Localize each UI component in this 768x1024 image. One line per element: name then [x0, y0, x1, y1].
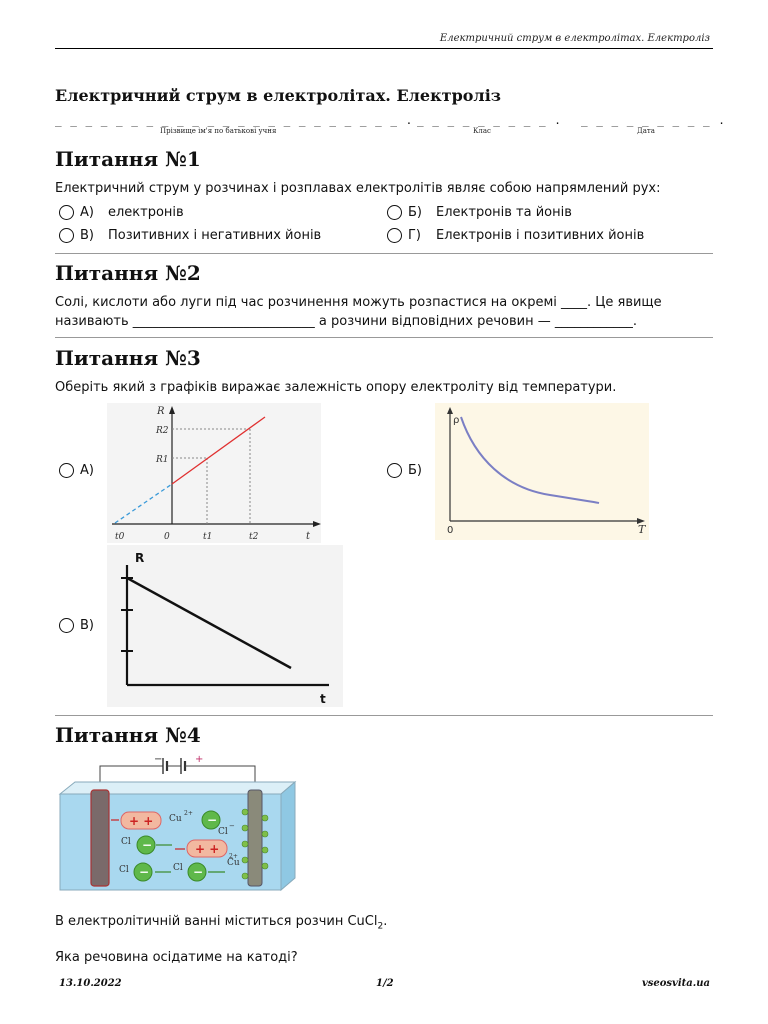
question-4-text-main: В електролітичній ванні міститься розчин CuCl: [55, 914, 378, 929]
tick-t1: t1: [203, 532, 213, 542]
tick-zero: 0: [164, 532, 170, 542]
graph-a: [107, 403, 321, 543]
radio-button[interactable]: [387, 463, 402, 478]
radio-button[interactable]: [59, 228, 74, 243]
footer-site[interactable]: vseosvita.ua: [641, 978, 710, 989]
document-title: Електричний струм в електролітах. Електроліз: [55, 86, 501, 105]
cl-charge: −: [229, 822, 235, 830]
date-field[interactable]: _ _ _ _ _ _ _ _ _ .: [581, 114, 726, 127]
question-2-line-2: називають ____________________________ а розчини відповідних речовин — ____________.: [55, 314, 637, 329]
question-3-heading: Питання №3: [55, 346, 201, 370]
tank-side: [281, 782, 295, 890]
cathode: [91, 790, 109, 886]
radio-button[interactable]: [387, 228, 402, 243]
q3-option-a[interactable]: [59, 463, 94, 478]
header-title: Електричний струм в електролітах. Електроліз: [439, 33, 710, 44]
header-rule: [55, 48, 713, 49]
electrolysis-diagram: [55, 752, 303, 894]
option-letter: А): [80, 205, 94, 220]
tick-t0: t0: [115, 532, 125, 542]
footer-page-number: 1/2: [376, 978, 394, 989]
date-caption: Дата: [637, 127, 655, 135]
separator: [55, 715, 713, 716]
anode: [248, 790, 262, 886]
q1-option-c[interactable]: [59, 228, 321, 243]
separator: [55, 337, 713, 338]
cu-label: Cu: [227, 858, 240, 868]
tick-r1: R1: [156, 455, 169, 465]
cl-label: Cl: [121, 837, 131, 847]
question-1-text: Електричний струм у розчинах і розплавах електролітів являє собою напрямлений рух:: [55, 181, 661, 196]
question-4-text: [55, 912, 715, 937]
graph-c: [107, 545, 343, 707]
question-1-heading: Питання №1: [55, 147, 201, 171]
cl-ion-sign: −: [142, 838, 153, 852]
footer-date: 13.10.2022: [59, 978, 122, 989]
option-letter: В): [80, 228, 94, 243]
cl-label: Cl: [119, 865, 129, 875]
cl-ion-sign: −: [193, 865, 204, 879]
question-4-text-subscript: 2: [377, 921, 384, 932]
option-label: Позитивних і негативних йонів: [108, 228, 322, 243]
question-4-text-end: .: [383, 914, 388, 929]
y-label: ρ: [453, 415, 460, 426]
q1-option-d[interactable]: [387, 228, 644, 243]
option-label: електронів: [108, 205, 184, 220]
cl-ion-sign: −: [207, 813, 218, 827]
y-label: R: [135, 551, 145, 565]
cu-charge: 2+: [229, 853, 238, 860]
question-2-line-1: Солі, кислоти або луги під час розчинення можуть розпастися на окремі ____. Це явище: [55, 295, 662, 310]
y-label: R: [157, 406, 165, 417]
separator: [55, 253, 713, 254]
q3-option-b[interactable]: [387, 463, 422, 478]
cl-label: Cl: [173, 863, 183, 873]
cu-charge: 2+: [184, 810, 193, 817]
cu-ion-charge-symbol: + +: [129, 814, 154, 828]
question-4-heading: Питання №4: [55, 723, 201, 747]
option-letter: В): [80, 618, 94, 633]
radio-button[interactable]: [59, 618, 74, 633]
option-letter: Б): [408, 205, 422, 220]
x-label: t: [306, 531, 311, 542]
minus-terminal: −: [154, 754, 163, 765]
tick-r2: R2: [156, 426, 169, 436]
question-2-heading: Питання №2: [55, 261, 201, 285]
x-label: T: [638, 523, 646, 536]
cl-ion-sign: −: [139, 865, 150, 879]
tick-t2: t2: [249, 532, 259, 542]
class-caption: Клас: [473, 127, 491, 135]
option-label: Електронів та йонів: [436, 205, 572, 220]
graph-b: [435, 403, 649, 540]
radio-button[interactable]: [387, 205, 402, 220]
question-3-text: Оберіть який з графіків виражає залежність опору електроліту від температури.: [55, 380, 617, 395]
name-field[interactable]: _ _ _ _ _ _ _ _ _ _ _ _ _ _ _ _ _ _ _ _ _ _ _ .: [55, 114, 414, 127]
option-letter: Б): [408, 463, 422, 478]
option-letter: Г): [408, 228, 421, 243]
plus-terminal: +: [195, 754, 204, 765]
cu-label: Cu: [169, 814, 182, 824]
radio-button[interactable]: [59, 463, 74, 478]
origin-label: 0: [447, 525, 454, 536]
class-field[interactable]: _ _ _ _ _ _ _ _ _ .: [417, 114, 562, 127]
radio-button[interactable]: [59, 205, 74, 220]
cl-label: Cl: [218, 827, 228, 837]
cu-ion-charge-symbol: + +: [195, 842, 220, 856]
q1-option-a[interactable]: [59, 205, 184, 220]
name-caption: Прізвище ім'я по батькові учня: [160, 127, 277, 135]
q3-option-c[interactable]: [59, 618, 94, 633]
question-4-question: Яка речовина осідатиме на катоді?: [55, 950, 298, 965]
q1-option-b[interactable]: [387, 205, 572, 220]
x-label: t: [320, 692, 326, 706]
option-label: Електронів і позитивних йонів: [436, 228, 645, 243]
option-letter: А): [80, 463, 94, 478]
